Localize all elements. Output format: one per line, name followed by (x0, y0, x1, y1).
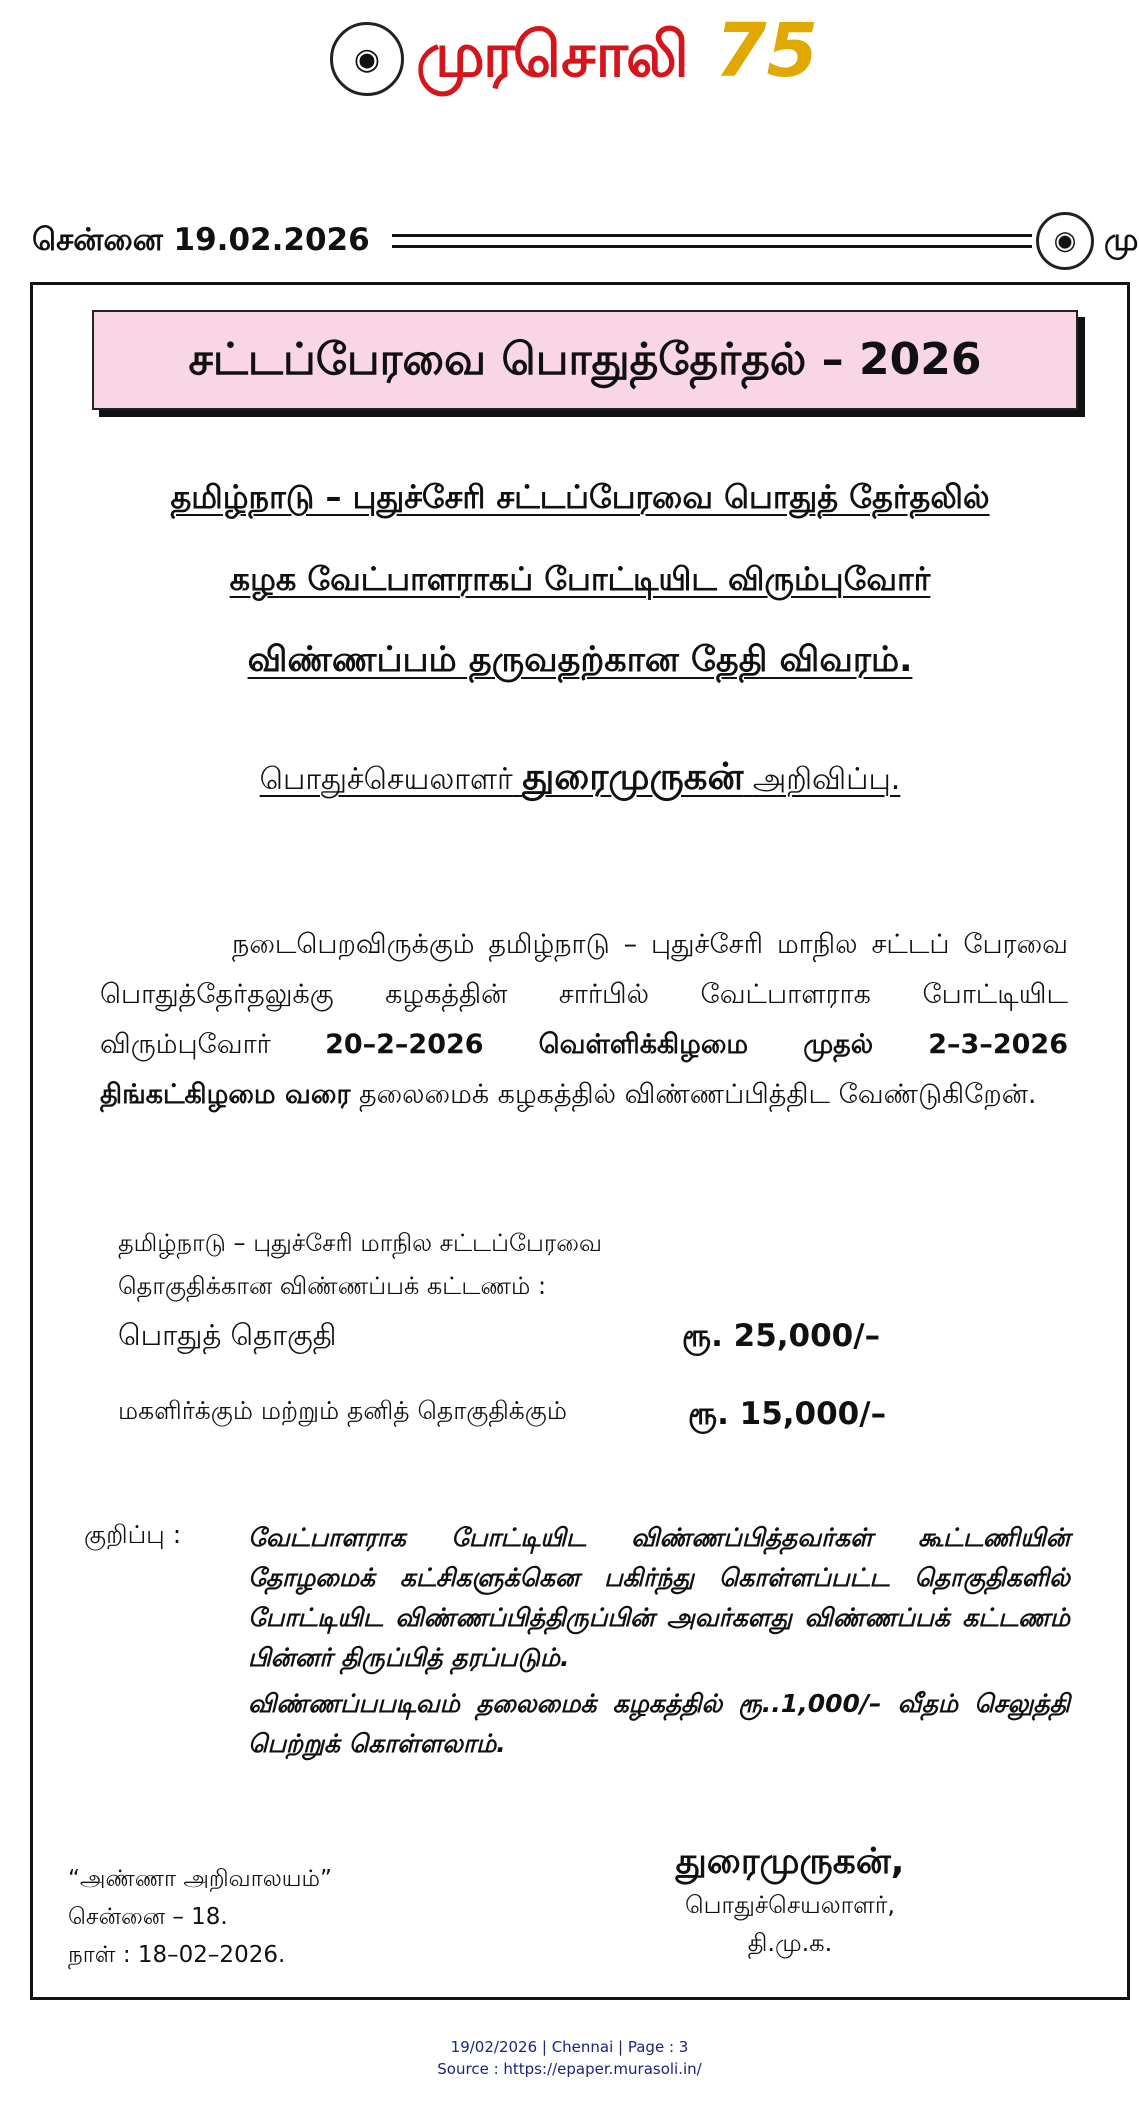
address-block (68, 1860, 488, 1974)
fee-amount: ரூ. 15,000/– (688, 1396, 887, 1432)
announcement-prefix: பொதுச்செயலாளர் (259, 762, 513, 797)
fee-amount: ரூ. 25,000/– (682, 1318, 881, 1354)
footer-source: Source : https://epaper.murasoli.in/ (437, 2060, 702, 2078)
body-part-2: தலைமைக் கழகத்தில் விண்ணப்பித்திட வேண்டுகிறேன். (359, 1079, 1037, 1110)
anniversary-number: 75 (715, 8, 818, 94)
note-paragraph: விண்ணப்பபடிவம் தலைமைக் கழகத்தில் ரூ..1,000/– வீதம் செலுத்தி பெற்றுக் கொள்ளலாம். (248, 1689, 1070, 1758)
body-dates: 20–2–2026 வெள்ளிக்கிழமை முதல் 2–3–2026 திங்கட்கிழமை வரை (100, 1029, 1068, 1110)
dateline-rule (392, 234, 1032, 248)
masthead (330, 8, 818, 98)
announcement-name: துரைமுருகன் (522, 755, 744, 798)
note-label: குறிப்பு : (84, 1520, 182, 1549)
signatory-title: பொதுச்செயலாளர், (684, 1891, 895, 1919)
fee-label: பொதுத் தொகுதி (118, 1318, 337, 1352)
fee-intro-line-2: தொகுதிக்கான விண்ணப்பக் கட்டணம் : (118, 1272, 547, 1300)
signatory-name: துரைமுருகன், (675, 1841, 905, 1882)
announcement-suffix: அறிவிப்பு. (752, 762, 901, 797)
fee-label: மகளிர்க்கும் மற்றும் தனித் தொகுதிக்கும் (118, 1396, 567, 1425)
address-line: நாள் : 18–02–2026. (68, 1942, 286, 1968)
address-line: சென்னை – 18. (68, 1904, 228, 1930)
subheading-1: தமிழ்நாடு – புதுச்சேரி சட்டப்பேரவை பொதுத் தேர்தலில் (170, 478, 990, 516)
address-line: “அண்ணா அறிவாலயம்” (68, 1866, 332, 1892)
masthead-title: முரசொலி (416, 18, 687, 91)
signature-block (640, 1838, 940, 1962)
subheading-3: விண்ணப்பம் தருவதற்கான தேதி விவரம். (247, 640, 913, 680)
footer-edition: 19/02/2026 | Chennai | Page : 3 (450, 2038, 689, 2056)
fee-intro (118, 1222, 718, 1308)
dateline-trail: மு (1104, 222, 1139, 258)
notice-title: சட்டப்பேரவை பொதுத்தேர்தல் – 2026 (92, 310, 1078, 410)
fee-row (118, 1318, 1018, 1368)
dateline: சென்னை 19.02.2026 (32, 222, 370, 258)
page-footer (0, 2036, 1139, 2080)
fee-row (118, 1396, 1018, 1446)
signatory-party: தி.மு.க. (747, 1929, 833, 1957)
bull-seal-icon: ◉ (330, 22, 404, 96)
fee-intro-line-1: தமிழ்நாடு – புதுச்சேரி மாநில சட்டப்பேரவை (118, 1229, 602, 1257)
bull-seal-icon: ◉ (1036, 212, 1094, 270)
notice-body (100, 920, 1068, 1120)
subheading-2: கழக வேட்பாளராகப் போட்டியிட விரும்புவோர் (229, 560, 931, 598)
note-paragraph: வேட்பாளராக போட்டியிட விண்ணப்பித்தவர்கள் கூட்டணியின் தோழமைக் கட்சிகளுக்கென பகிர்ந்து கொள்ளப்பட்ட தொகுதிகளில் போட்டியிட விண்ணப்பித்திருப்பின் அவர்களது விண்ணப்பக் கட்டணம் பின்னர் திருப்பித் தரப்படும். (248, 1523, 1070, 1672)
announcement (60, 755, 1100, 803)
anniversary-emblem (715, 8, 818, 100)
body-part-1: நடைபெறவிருக்கும் தமிழ்நாடு – புதுச்சேரி மாநில சட்டப் பேரவை பொதுத்தேர்தலுக்கு கழகத்தின் சார்பில் வேட்பாளராக போட்டியிட விரும்புவோர் (100, 929, 1068, 1060)
